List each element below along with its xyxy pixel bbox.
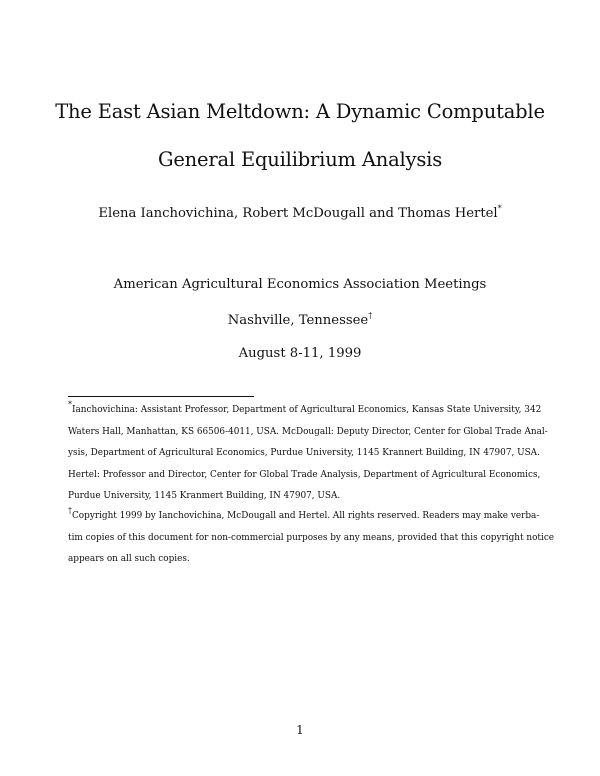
footnote-affiliations	[68, 400, 548, 508]
footnote-line: Waters Hall, Manhattan, KS 66506-4011, USA. McDougall: Deputy Director, Center for Global Trade Anal-	[68, 426, 548, 437]
location-footnote-mark: †	[368, 310, 373, 320]
author-names: Elena Ianchovichina, Robert McDougall and Thomas Hertel	[98, 206, 498, 221]
footnote-copyright	[68, 506, 555, 571]
footnote-line: *Ianchovichina: Assistant Professor, Department of Agricultural Economics, Kansas State University, 342	[68, 400, 542, 415]
footnote-mark: *	[68, 400, 72, 410]
meeting-location	[0, 312, 600, 330]
footnote-line: tim copies of this document for non-commercial purposes by any means, provided that this copyright notice	[68, 532, 555, 543]
footnote-line: Hertel: Professor and Director, Center for Global Trade Analysis, Department of Agricultural Economics,	[68, 469, 541, 480]
footnote-rule	[68, 396, 254, 397]
author-footnote-mark: *	[497, 203, 502, 213]
location-text: Nashville, Tennessee	[227, 313, 369, 328]
footnote-line: †Copyright 1999 by Ianchovichina, McDougall and Hertel. All rights reserved. Readers may make verba-	[68, 506, 540, 521]
footnote-line: appears on all such copies.	[68, 554, 190, 564]
page-number: 1	[296, 723, 304, 737]
author-list	[0, 205, 600, 223]
meeting-date: August 8-11, 1999	[238, 346, 362, 361]
title-line-1: The East Asian Meltdown: A Dynamic Computable	[55, 100, 545, 123]
footnote-line: Purdue University, 1145 Kranmert Building, IN 47907, USA.	[68, 491, 341, 501]
footnote-line: ysis, Department of Agricultural Economics, Purdue University, 1145 Krannert Building, IN 47907, USA.	[68, 448, 540, 458]
meeting-name: American Agricultural Economics Association Meetings	[113, 277, 487, 292]
title-line-2: General Equilibrium Analysis	[157, 148, 443, 171]
footnote-mark: †	[68, 506, 72, 516]
